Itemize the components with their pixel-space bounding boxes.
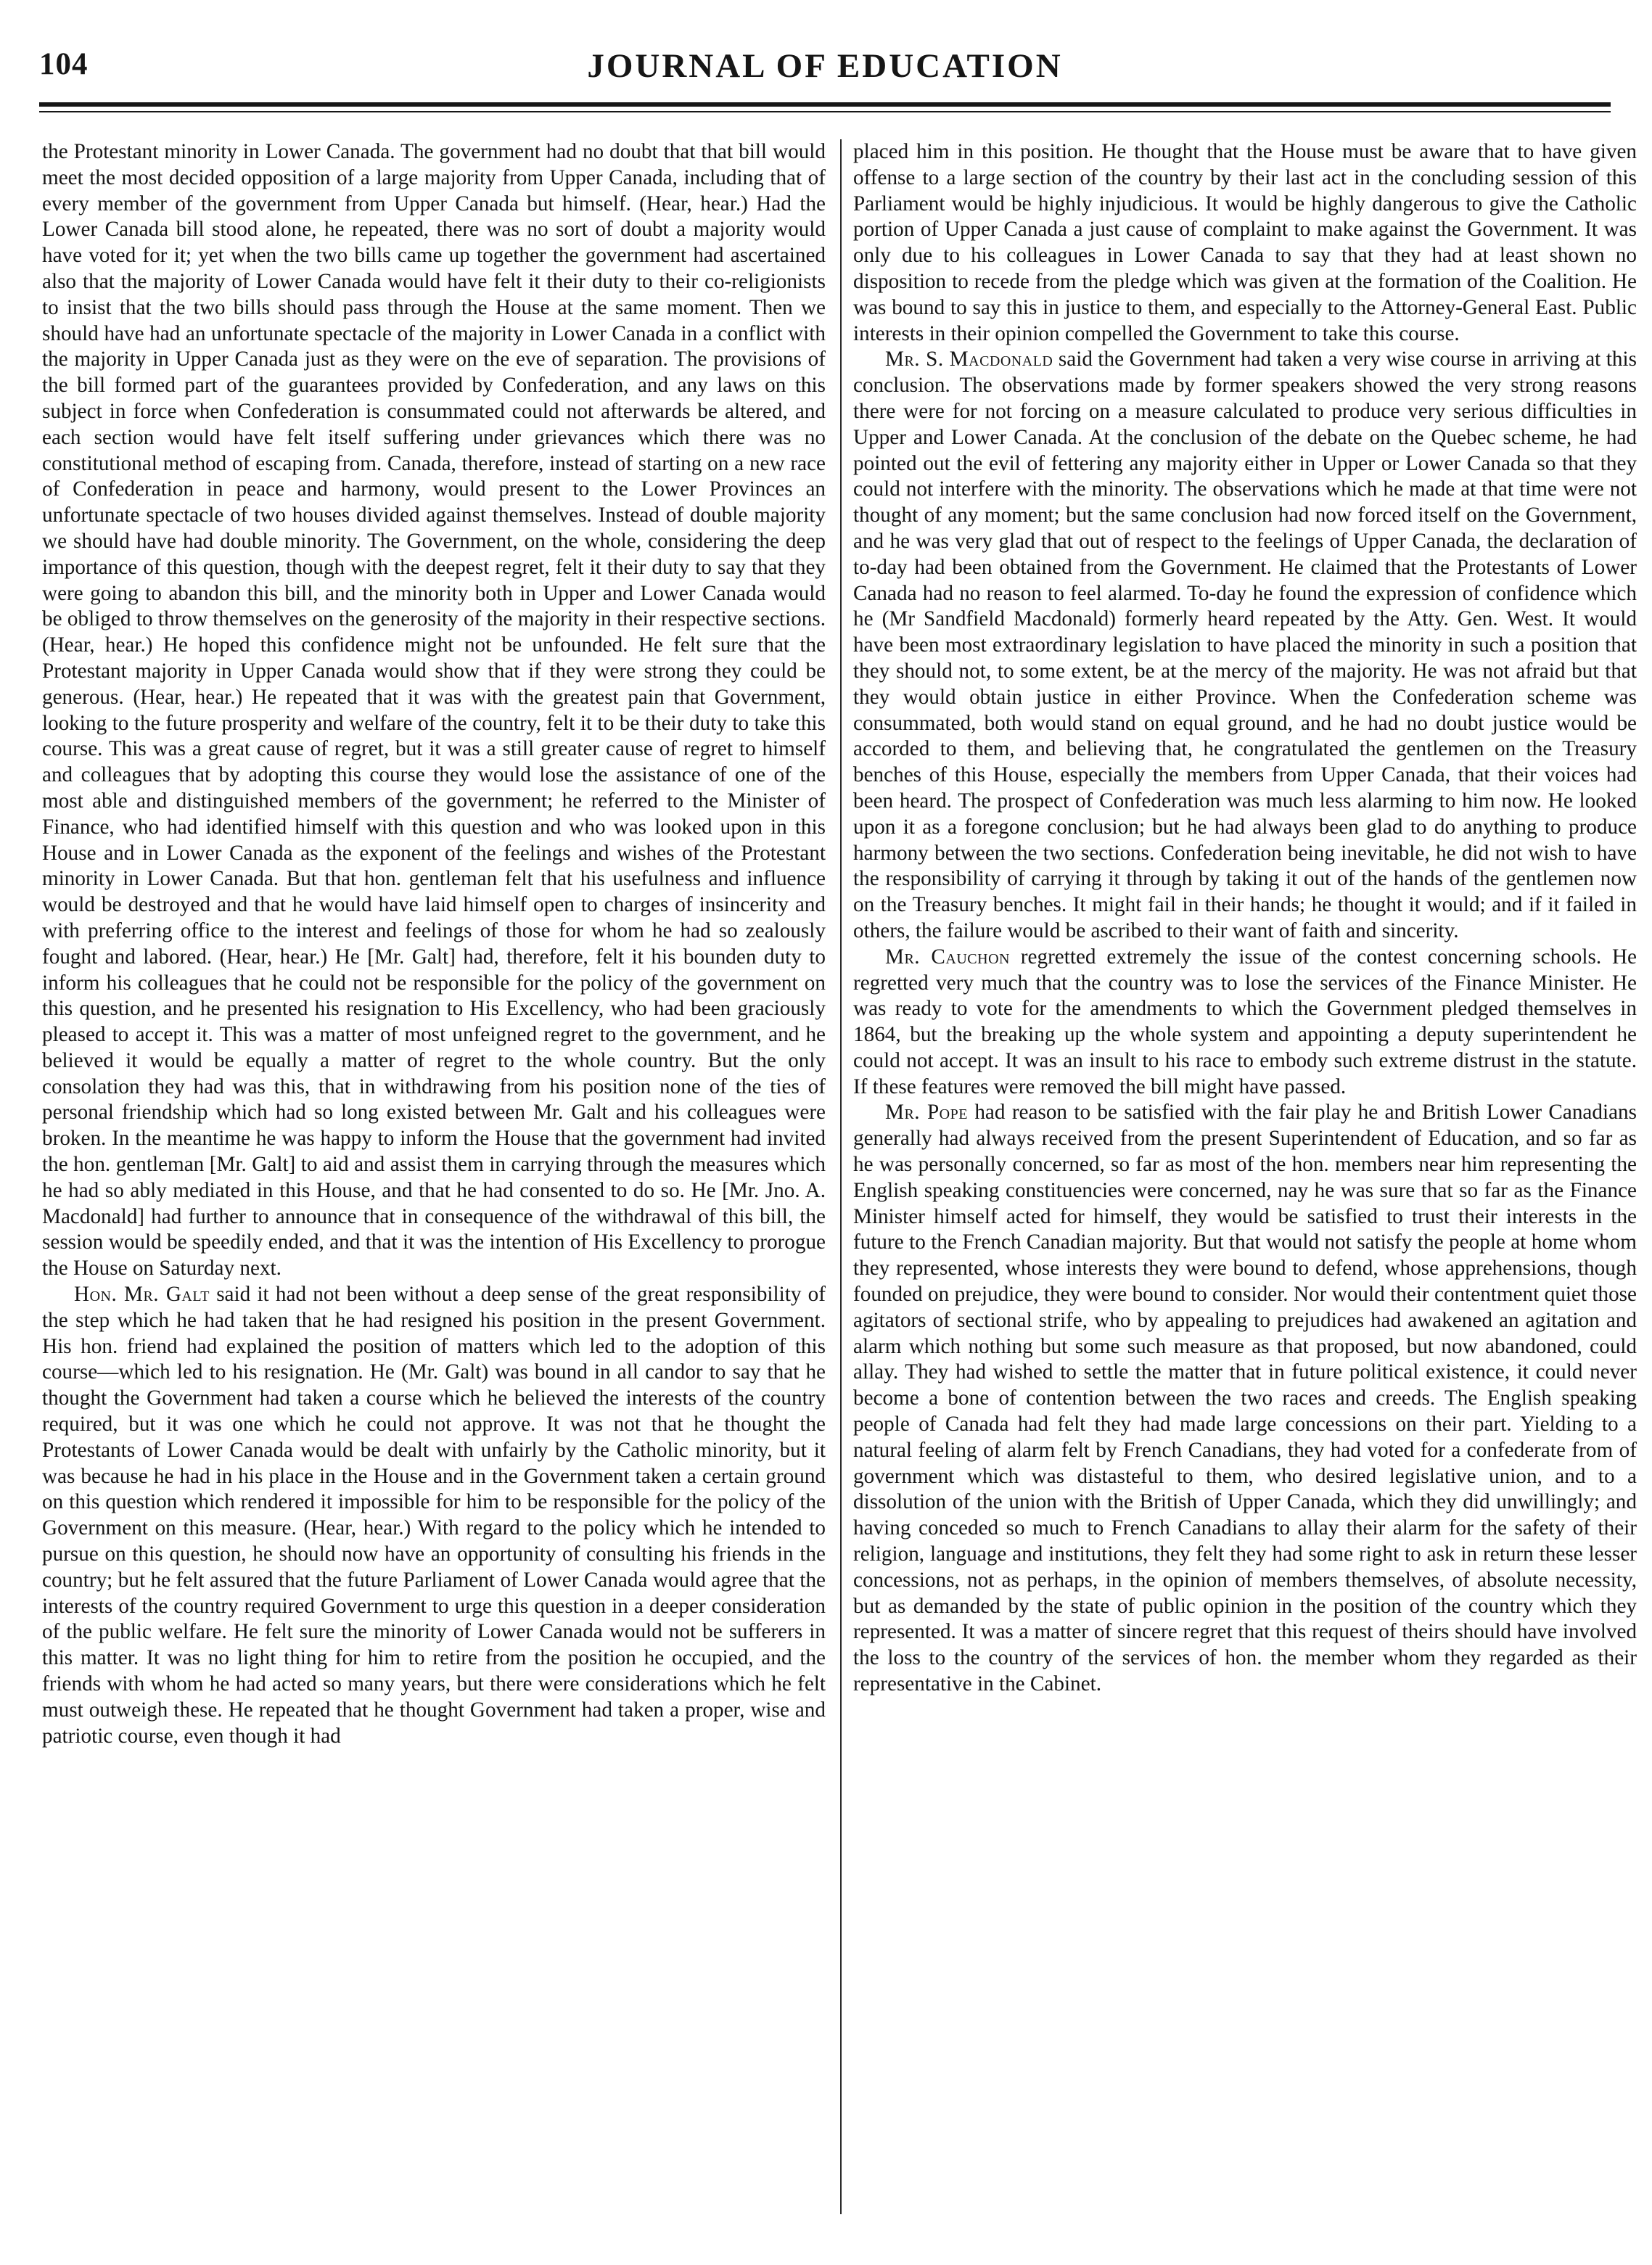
column-divider [840,139,842,2214]
paragraph-text: said it had not been without a deep sense of the great responsibility of the step which he had taken that he had resigned his position in the present Government. His hon. friend had explained the position of matters which led to the adoption of this course—which led to his resignation. He (Mr. Galt) was bound in all candor to say that he thought the Government had taken a course which he believed the interests of the country required, but it was one which he could not approve. It was not that he thought the Protestants of Lower Canada would be dealt with unfairly by the Catholic minority, but it was because he had in his place in the House and in the Government taken a certain ground on this question which rendered it impossible for him to be responsible for the policy of the Government on this measure. (Hear, hear.) With regard to the policy which he intended to pursue on this question, he should now have an opportunity of consulting his friends in the country; but he felt assured that the future Parliament of Lower Canada would agree that the interests of the country required Government to urge this question in a deeper consideration of the public welfare. He felt sure the minority of Lower Canada would not be sufferers in this matter. It was no light thing for him to retire from the position he occupied, and the friends with whom he had acted so many years, but there were considerations which he felt must outweigh these. He repeated that he thought Government had taken a proper, wise and patriotic course, even though it had [42,1283,826,1748]
left-column [42,139,826,2214]
paragraph-galt [42,1282,826,1749]
page-number: 104 [39,47,89,81]
paragraph-s-macdonald [853,347,1637,944]
header-rule-thin [39,111,1611,112]
page-header [39,28,1611,93]
paragraph-pope [853,1100,1637,1697]
speaker-name: Mr. S. Macdonald [885,348,1053,371]
paragraph-continued: the Protestant minority in Lower Canada. The government had no doubt that that bill would meet the most decided opposition of a large majority from Upper Canada, including that of every member of the government from Upper Canada but himself. (Hear, hear.) Had the Lower Canada bill stood alone, he repeated, there was no sort of doubt a majority would have voted for it; yet when the two bills came up together the government had ascertained also that the majority of Lower Canada would have felt it their duty to their co-religionists to insist that the two bills should pass through the House at the same moment. Then we should have had an unfortunate spectacle of the majority in Lower Canada in a conflict with the majority in Upper Canada just as they were on the eve of separation. The provisions of the bill formed part of the guarantees provided by Confederation, and any laws on this subject in force when Confederation is consummated could not afterwards be altered, and each section would have felt itself suffering under grievances which there was no constitutional method of escaping from. Canada, therefore, instead of starting on a new race of Confederation in peace and harmony, would present to the Lower Provinces an unfortunate spectacle of two houses divided against themselves. Instead of double majority we should have had double minority. The Government, on the whole, considering the deep importance of this question, though with the deepest regret, felt it their duty to say that they were going to abandon this bill, and the minority both in Upper and Lower Canada would be obliged to throw themselves on the generosity of the majority in their respective sections. (Hear, hear.) He hoped this confidence might not be unfounded. He felt sure that the Protestant majority in Upper Canada would show that if they were strong they could be generous. (Hear, hear.) He repeated that it was with the greatest pain that Government, looking to the future prosperity and welfare of the country, felt it to be their duty to take this course. This was a great cause of regret, but it was a still greater cause of regret to himself and colleagues that by adopting this course they would lose the assistance of one of the most able and distinguished members of the government; he referred to the Minister of Finance, who had identified himself with this question and who was looked upon in this House and in Lower Canada as the exponent of the feelings and wishes of the Protestant minority in Lower Canada. But that hon. gentleman felt that his usefulness and influence would be destroyed and that he would have laid himself open to charges of insincerity and with preferring office to the interest and feelings of those for whom he had so zealously fought and labored. (Hear, hear.) He [Mr. Galt] had, therefore, felt it his bounden duty to inform his colleagues that he could not be responsible for the policy of the government on this question, and he presented his resignation to His Excellency, who had been graciously pleased to accept it. This was a matter of most unfeigned regret to the government, and he believed it would be equally a matter of regret to the whole country. But the only consolation they had was this, that in withdrawing from his position none of the ties of personal friendship which had so long existed between Mr. Galt and his colleagues were broken. In the meantime he was happy to inform the House that the government had invited the hon. gentleman [Mr. Galt] to aid and assist them in carrying through the measures which he had so ably mediated in this House, and that he had consented to do so. He [Mr. Jno. A. Macdonald] had further to announce that in consequence of the withdrawal of this bill, the session would be speedily ended, and that it was the intention of His Excellency to prorogue the House on Saturday next. [42,140,826,1281]
speaker-name: Hon. Mr. Galt [74,1283,210,1307]
header-rule-thick [39,102,1611,107]
paragraph-cauchon [853,945,1637,1101]
speaker-name: Mr. Cauchon [885,945,1010,969]
speaker-name: Mr. Pope [885,1101,968,1125]
running-title: JOURNAL OF EDUCATION [587,47,1063,85]
paragraph-text: regretted extremely the issue of the contest concerning schools. He regretted very much that the country was to lose the services of the Finance Minister. He was ready to vote for the amendments to which the Government pledged themselves in 1864, but the breaking up the whole system and appointing a deputy superintendent he could not accept. It was an insult to his race to embody such extreme distrust in the statute. If these features were removed the bill might have passed. [853,945,1637,1098]
paragraph-text: had reason to be satisfied with the fair play he and British Lower Canadians generally had always received from the present Superintendent of Education, and so far as he was personally concerned, so far as most of the hon. members near him representing the English speaking constituencies were concerned, nay he was sure that so far as the Finance Minister himself acted for himself, they would be satisfied to trust their interests in the future to the French Canadian majority. But that would not satisfy the people at home whom they represented, whose interests they were bound to defend, whose apprehensions, though founded on prejudice, they were bound to consider. Nor would their contentment quiet those agitators of sectional strife, who by appealing to prejudices had awakened an agitation and alarm which nothing but some such measure as that proposed, but now abandoned, could allay. They had wished to settle the matter that in future political existence, it could never become a bone of contention between the two races and creeds. The English speaking people of Canada had felt they had made large concessions on their part. Yielding to a natural feeling of alarm felt by French Canadians, they had voted for a confederate from of government which was distasteful to them, who desired legislative union, and to a dissolution of the union with the British of Upper Canada, which they did unwillingly; and having conceded so much to French Canadians to allay their alarm for the safety of their religion, language and institutions, they felt they had some right to ask in return these lesser concessions, not as perhaps, in the opinion of members themselves, of absolute necessity, but as demanded by the state of public opinion in the position of the country which they represented. It was a matter of sincere regret that this request of theirs should have involved the loss to the country of the services of hon. the member whom they regarded as their representative in the Cabinet. [853,1101,1637,1696]
right-column [853,139,1637,2214]
paragraph-text: said the Government had taken a very wise course in arriving at this conclusion. The observations made by former speakers showed the very strong reasons there were for not forcing on a measure calculated to produce very serious difficulties in Upper and Lower Canada. At the conclusion of the debate on the Quebec scheme, he had pointed out the evil of fettering any majority either in Upper or Lower Canada so that they could not interfere with the minority. The observations which he made at that time were not thought of any moment; but the same conclusion had now forced itself on the Government, and he was very glad that out of respect to the feelings of Upper Canada, the declaration of to-day had been obtained from the Government. He claimed that the Protestants of Lower Canada had no reason to feel alarmed. To-day he found the expression of confidence which he (Mr Sandfield Macdonald) formerly heard repeated by the Atty. Gen. West. It would have been most extraordinary legislation to have placed the minority in such a position that they should not, to some extent, be at the mercy of the majority. He was not afraid but that they would obtain justice in either Province. When the Confederation scheme was consummated, both would stand on equal ground, and he had no doubt justice would be accorded to them, and believing that, he congratulated the gentlemen on the Treasury benches of this House, especially the members from Upper Canada, that their voices had been heard. The prospect of Confederation was much less alarming to him now. He looked upon it as a foregone conclusion; but he had always been glad to do anything to produce harmony between the two sections. Confederation being inevitable, he did not wish to have the responsibility of carrying it through by taking it out of the hands of the gentlemen now on the Treasury benches. It might fail in their hands; he thought it would; and if it failed in others, the failure would be ascribed to their want of faith and sincerity. [853,348,1637,942]
paragraph-continued: placed him in this position. He thought that the House must be aware that to have given offense to a large section of the country by their last act in the concluding session of this Parliament would be highly injudicious. It would be highly dangerous to give the Catholic portion of Upper Canada a just cause of complaint to make against the Government. It was only due to his colleagues in Lower Canada to say that they had at least shown no disposition to recede from the pledge which was given at the formation of the Coalition. He was bound to say this in justice to them, and especially to the Attorney-General East. Public interests in their opinion compelled the Government to take this course. [853,140,1637,345]
